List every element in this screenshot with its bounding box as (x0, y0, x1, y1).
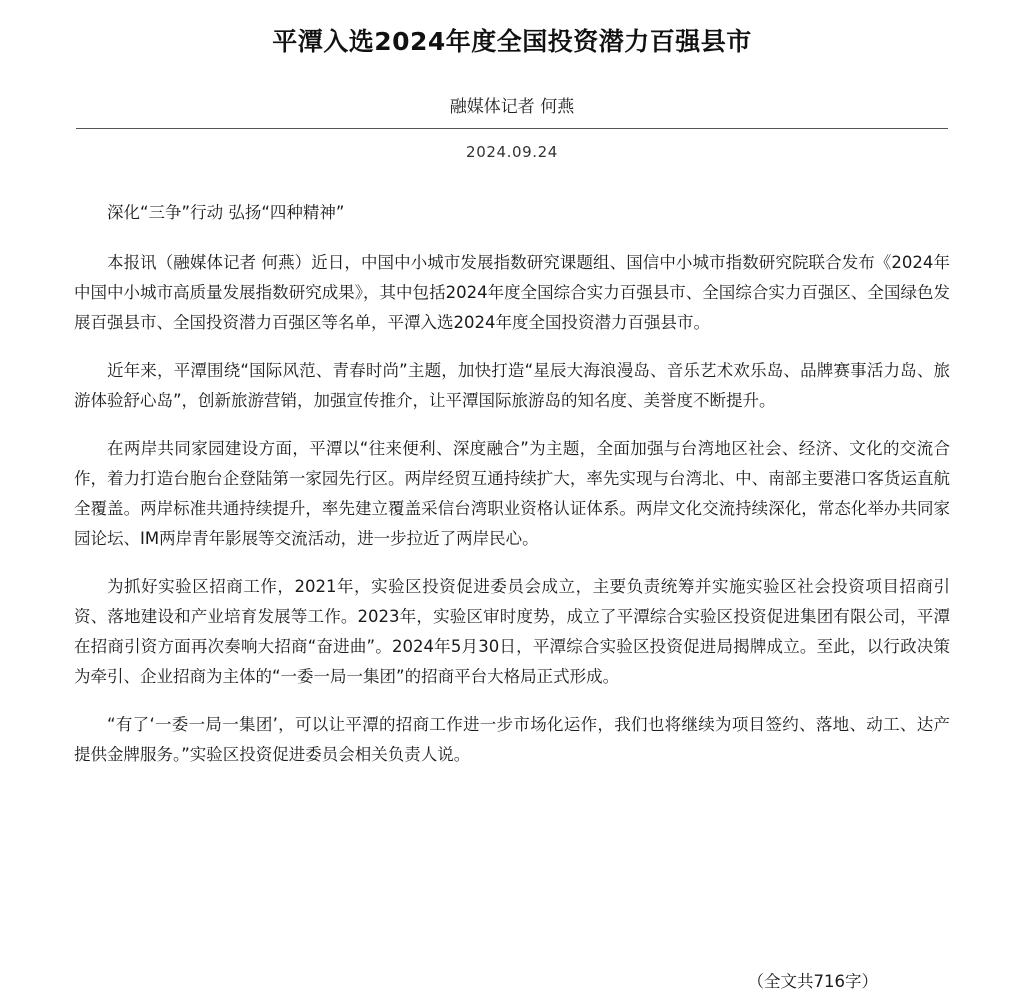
article-date: 2024.09.24 (466, 143, 558, 161)
header-divider (76, 128, 948, 129)
article-paragraph: 本报讯（融媒体记者 何燕）近日，中国中小城市发展指数研究课题组、国信中小城市指数研究院联合发布《2024年中国中小城市高质量发展指数研究成果》，其中包括2024年度全国综合实力百强县市、全国综合实力百强区、全国绿色发展百强县市、全国投资潜力百强区等名单，平潭入选2024年度全国投资潜力百强县市。 (74, 253, 950, 332)
article-title: 平潭入选2024年度全国投资潜力百强县市 (272, 27, 752, 56)
article-paragraph: 为抓好实验区招商工作，2021年，实验区投资促进委员会成立，主要负责统筹并实施实验区社会投资项目招商引资、落地建设和产业培育发展等工作。2023年，实验区审时度势，成立了平潭综合实验区投资促进集团有限公司，平潭在招商引资方面再次奏响大招商“奋进曲”。2024年5月30日，平潭综合实验区投资促进局揭牌成立。至此，以行政决策为牵引、企业招商为主体的“一委一局一集团”的招商平台大格局正式形成。 (74, 577, 950, 686)
article-paragraph: “有了‘一委一局一集团’，可以让平潭的招商工作进一步市场化运作，我们也将继续为项目签约、落地、动工、达产提供金牌服务。”实验区投资促进委员会相关负责人说。 (74, 715, 950, 764)
article-body (74, 198, 950, 788)
article-subheading: 深化“三争”行动 弘扬“四种精神” (107, 203, 345, 222)
article-paragraph: 在两岸共同家园建设方面，平潭以“往来便利、深度融合”为主题，全面加强与台湾地区社会、经济、文化的交流合作，着力打造台胞台企登陆第一家园先行区。两岸经贸互通持续扩大，率先实现与台湾北、中、南部主要港口客货运直航全覆盖。两岸标准共通持续提升，率先建立覆盖采信台湾职业资格认证体系。两岸文化交流持续深化，常态化举办共同家园论坛、IM两岸青年影展等交流活动，进一步拉近了两岸民心。 (74, 439, 950, 548)
article-paragraph: 近年来，平潭围绕“国际风范、青春时尚”主题，加快打造“星辰大海浪漫岛、音乐艺术欢乐岛、品牌赛事活力岛、旅游体验舒心岛”，创新旅游营销，加强宣传推介，让平潭国际旅游岛的知名度、美誉度不断提升。 (74, 361, 950, 410)
article-byline: 融媒体记者 何燕 (449, 97, 575, 117)
word-count: （全文共716字） (747, 972, 878, 991)
